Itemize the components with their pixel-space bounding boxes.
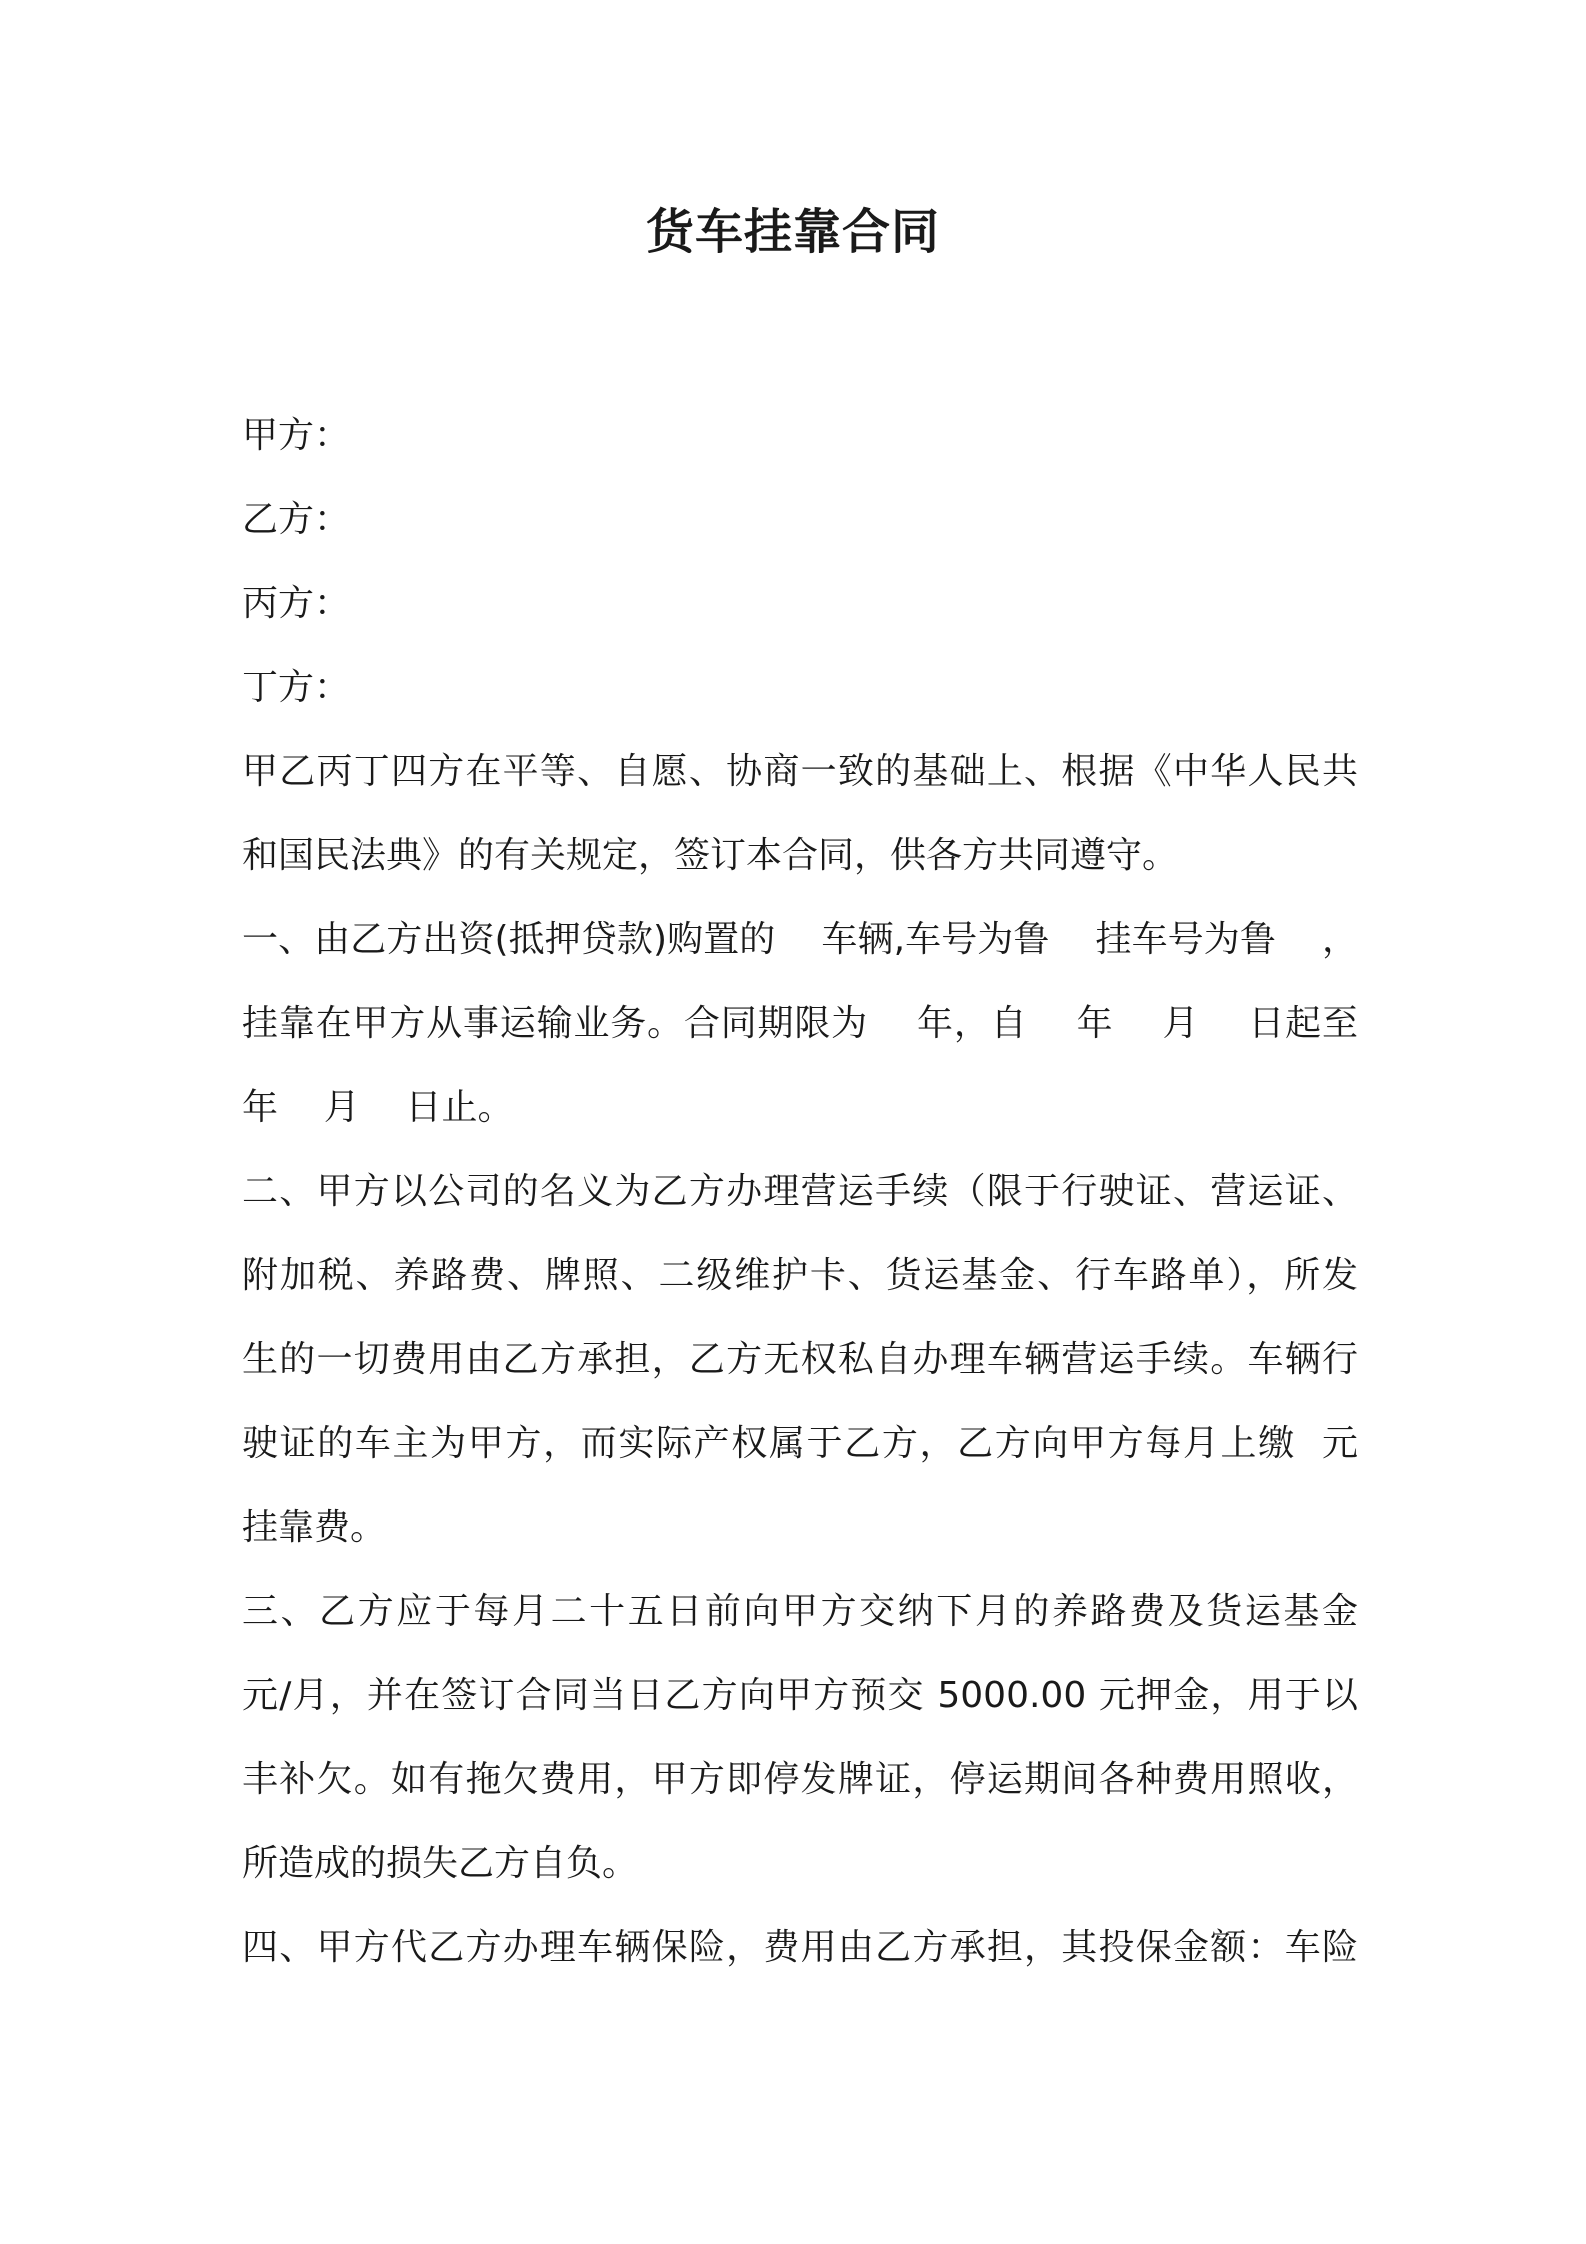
party-a-label: 甲方：: [242, 415, 351, 456]
clause-1-line: 挂靠在甲方从事运输业务。合同期限为 年，自 年 月 日起至: [242, 1003, 1358, 1044]
party-d-label: 丁方：: [242, 667, 351, 708]
clause-2-line: 驶证的车主为甲方，而实际产权属于乙方，乙方向甲方每月上缴 元: [242, 1423, 1358, 1464]
clause-2-line: 二、甲方以公司的名义为乙方办理营运手续（限于行驶证、营运证、: [242, 1171, 1358, 1212]
clause-3-line: 三、乙方应于每月二十五日前向甲方交纳下月的养路费及货运基金: [242, 1591, 1358, 1632]
clause-3-line: 丰补欠。如有拖欠费用，甲方即停发牌证，停运期间各种费用照收，: [242, 1759, 1358, 1800]
clause-1-line: 一、由乙方出资(抵押贷款)购置的 车辆,车号为鲁 挂车号为鲁 ，: [242, 919, 1358, 960]
preamble-line: 和国民法典》的有关规定，签订本合同，供各方共同遵守。: [242, 835, 1179, 876]
clause-2-line: 生的一切费用由乙方承担，乙方无权私自办理车辆营运手续。车辆行: [242, 1339, 1358, 1380]
preamble-line: 甲乙丙丁四方在平等、自愿、协商一致的基础上、根据《中华人民共: [242, 751, 1358, 792]
clause-3-line: 所造成的损失乙方自负。: [242, 1843, 639, 1884]
party-c-label: 丙方：: [242, 583, 351, 624]
party-b-label: 乙方：: [242, 499, 351, 540]
document-title: 货车挂靠合同: [645, 204, 940, 260]
clause-2-line: 挂靠费。: [242, 1507, 387, 1548]
clause-1-line: 年 月 日止。: [242, 1087, 514, 1128]
clause-4-line: 四、甲方代乙方办理车辆保险，费用由乙方承担，其投保金额：车险: [242, 1927, 1358, 1968]
clause-2-line: 附加税、养路费、牌照、二级维护卡、货运基金、行车路单），所发: [242, 1255, 1358, 1296]
clause-3-line: 元/月，并在签订合同当日乙方向甲方预交 5000.00 元押金，用于以: [242, 1675, 1358, 1716]
